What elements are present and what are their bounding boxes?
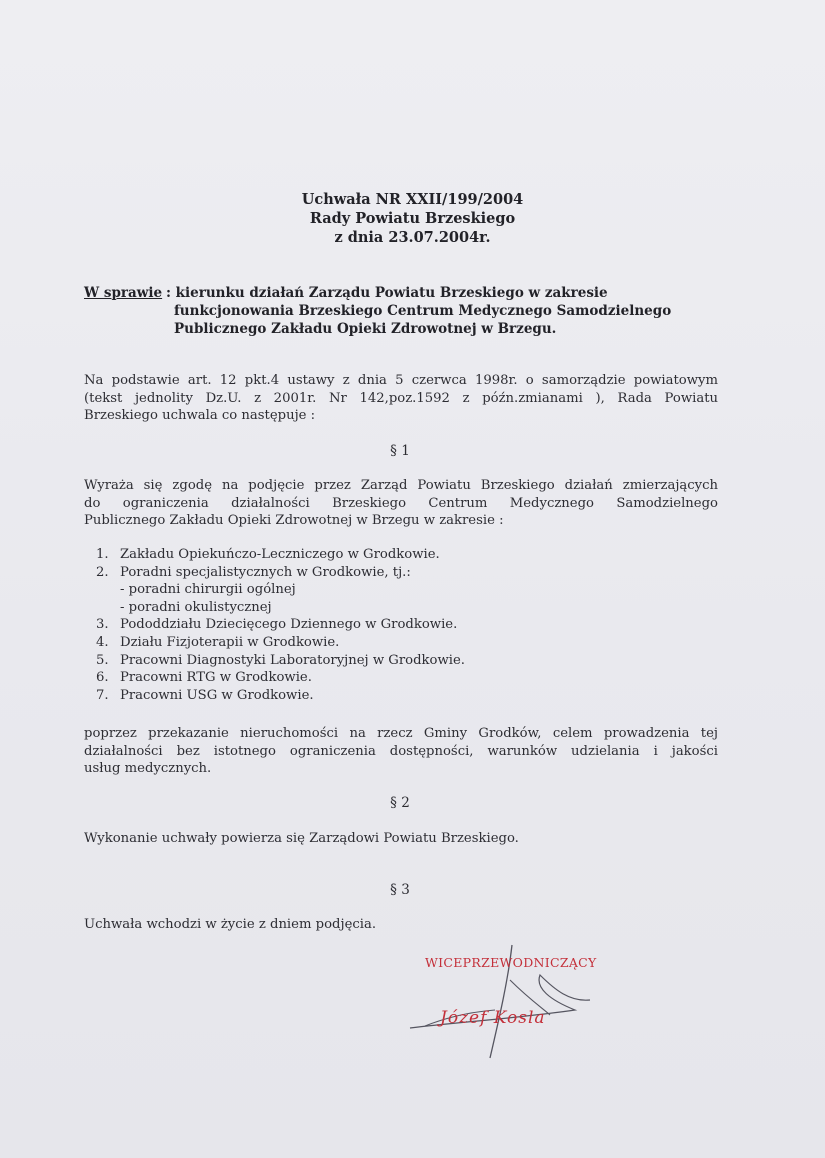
section-1-closing [84,725,718,778]
section-2-mark: § 2 [390,795,410,811]
preamble-line: (tekst jednolity Dz.U. z 2001r. Nr 142,poz.1592 z późn.zmianami ), Rada Powiatu [84,390,718,406]
section-3-mark: § 3 [390,882,410,898]
closing-line: poprzez przekazanie nieruchomości na rzecz Gminy Grodków, celem prowadzenia tej [84,726,718,741]
resolution-header [0,190,825,247]
list-item: 2. Poradni specjalistycznych w Grodkowie, tj.: [96,564,411,580]
signature-name-stamp: Józef Kosla [440,1008,546,1028]
list-subitem: - poradni chirurgii ogólnej [120,582,296,598]
closing-line: usług medycznych. [84,761,212,776]
subject-line: Publicznego Zakładu Opieki Zdrowotnej w Brzegu. [174,321,557,337]
list-item: 3. Pododdziału Dziecięcego Dziennego w Grodkowie. [96,617,458,633]
list-item: 6. Pracowni RTG w Grodkowie. [96,670,312,686]
resolution-council: Rady Powiatu Brzeskiego [309,210,516,227]
closing-line: działalności bez istotnego ograniczenia dostępności, warunków udzielania i jakości [84,743,718,759]
section-1-line: Wyraża się zgodę na podjęcie przez Zarząd Powiatu Brzeskiego działań zmierzających [84,478,718,493]
list-item: 1. Zakładu Opiekuńczo-Leczniczego w Grodkowie. [96,547,440,562]
preamble-paragraph [84,372,718,425]
list-subitem: - poradni okulistycznej [120,599,272,615]
subject-label: W sprawie [84,285,163,301]
subject-text [166,284,734,338]
resolution-date: z dnia 23.07.2004r. [334,229,491,246]
resolution-number: Uchwała NR XXII/199/2004 [301,191,524,208]
section-1-mark: § 1 [390,443,410,459]
section-2-text: Wykonanie uchwały powierza się Zarządowi Powiatu Brzeskiego. [84,831,519,846]
list-item: 5. Pracowni Diagnostyki Laboratoryjnej w Grodkowie. [96,652,465,668]
section-1-intro [84,477,718,530]
section-1-line: Publicznego Zakładu Opieki Zdrowotnej w Brzegu w zakresie : [84,513,504,528]
list-item: 4. Działu Fizjoterapii w Grodkowie. [96,634,340,650]
signature-title-stamp: WICEPRZEWODNICZĄCY [425,955,597,970]
preamble-line: Na podstawie art. 12 pkt.4 ustawy z dnia 5 czerwca 1998r. o samorządzie powiatowym [84,373,718,388]
section-1-line: do ograniczenia działalności Brzeskiego Centrum Medycznego Samodzielnego [84,495,718,511]
list-item: 7. Pracowni USG w Grodkowie. [96,687,314,703]
subject-line: : kierunku działań Zarządu Powiatu Brzeskiego w zakresie [166,285,608,301]
section-1-list [96,546,656,704]
subject-line: funkcjonowania Brzeskiego Centrum Medycznego Samodzielnego [174,303,672,319]
preamble-line: Brzeskiego uchwala co następuje : [84,408,316,423]
section-3-text: Uchwała wchodzi w życie z dniem podjęcia. [84,917,377,932]
